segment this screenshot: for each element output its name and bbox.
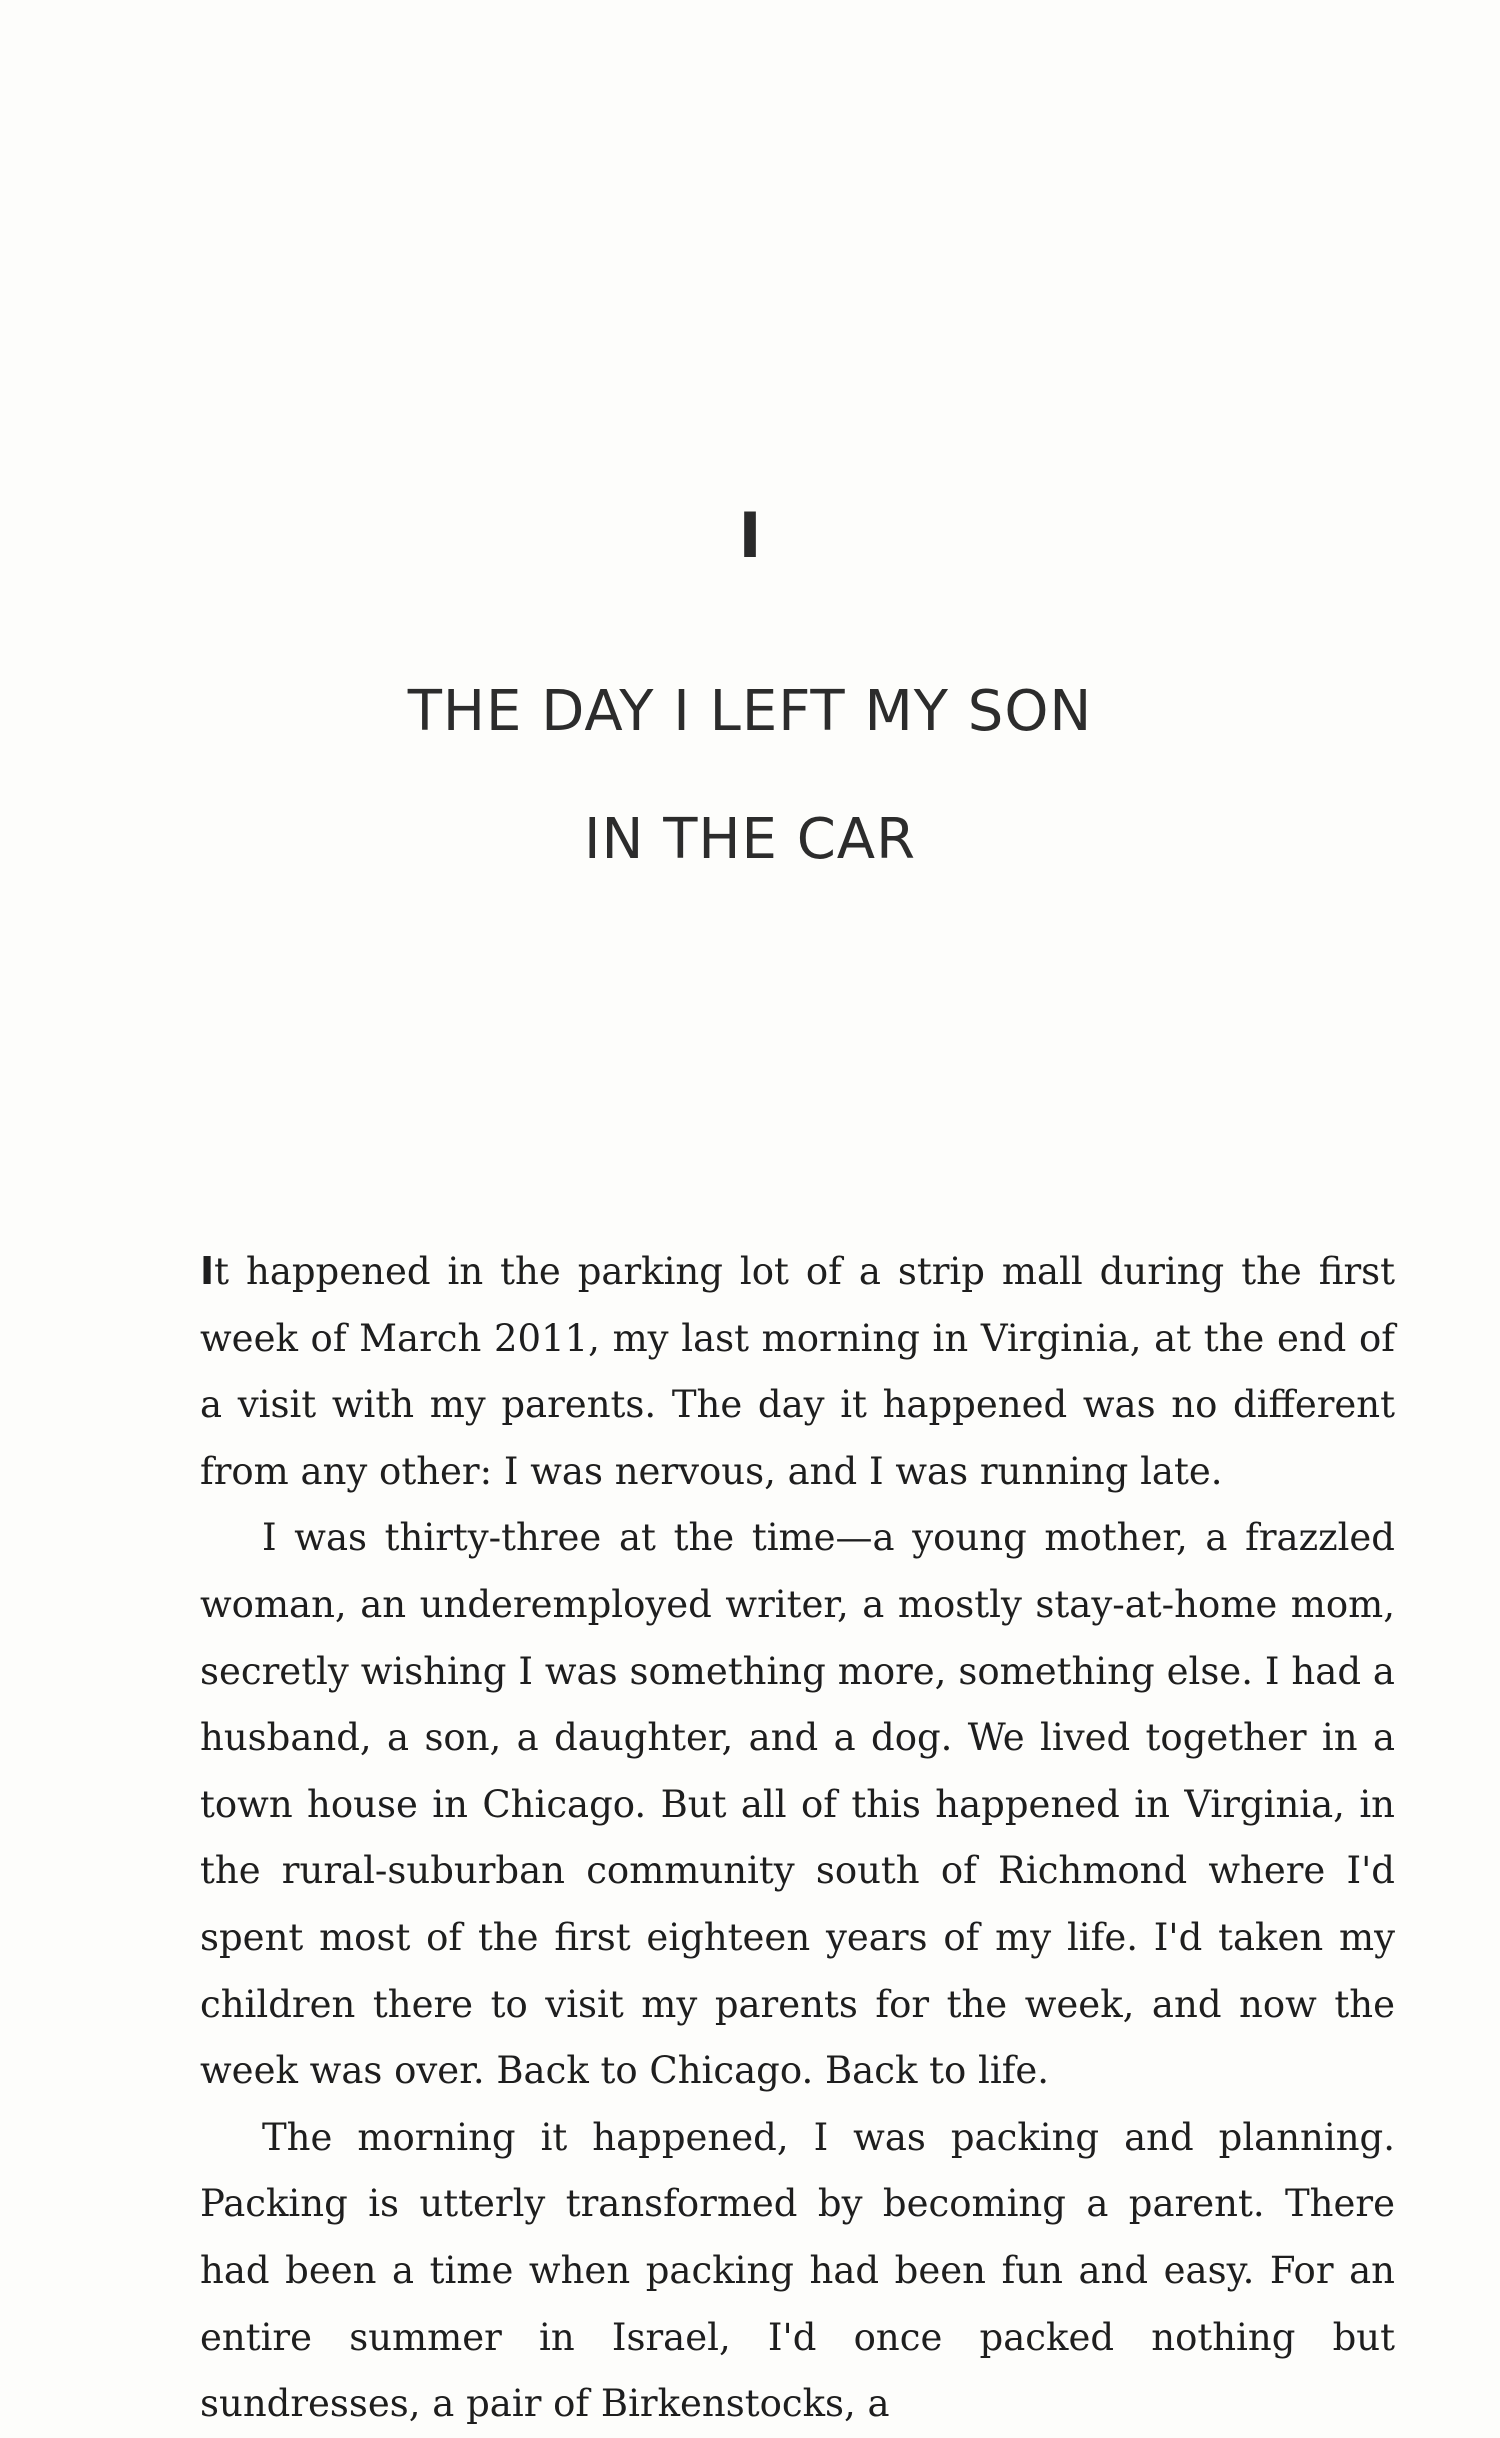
paragraph-2: I was thirty-three at the time—a young mother, a frazzled woman, an underemployed writer, a mostly stay-at-home mom, secretly wishing I was something more, something else. I had a husband, a son, a daughter, and a dog. We lived together in a town house in Chicago. But all of this happened in Virginia, in the rural-suburban community south of Richmond where I'd spent most of the first eighteen years of my life. I'd taken my children there to visit my parents for the week, and now the week was over. Back to Chicago. Back to life.	[200, 1516, 1395, 2093]
chapter-number: I	[738, 499, 762, 572]
paragraph-1	[200, 1238, 1395, 1505]
chapter-title-line-1: THE DAY I LEFT MY SON	[407, 679, 1093, 744]
chapter-title-line-2: IN THE CAR	[583, 807, 917, 872]
paragraph-1-text: t happened in the parking lot of a strip mall during the first week of March 2011, my last morning in Virginia, at the end of a visit with my parents. The day it happened was no different from any other: I was nervous, and I was running late.	[200, 1250, 1395, 1493]
body-text	[200, 1238, 1395, 2438]
paragraph-3: The morning it happened, I was packing and planning. Packing is utterly transformed by becoming a parent. There had been a time when packing had been fun and easy. For an entire summer in Israel, I'd once packed nothing but sundresses, a pair of Birkenstocks, a	[200, 2115, 1395, 2426]
chapter-title	[0, 648, 1500, 904]
drop-initial: I	[200, 1249, 215, 1293]
